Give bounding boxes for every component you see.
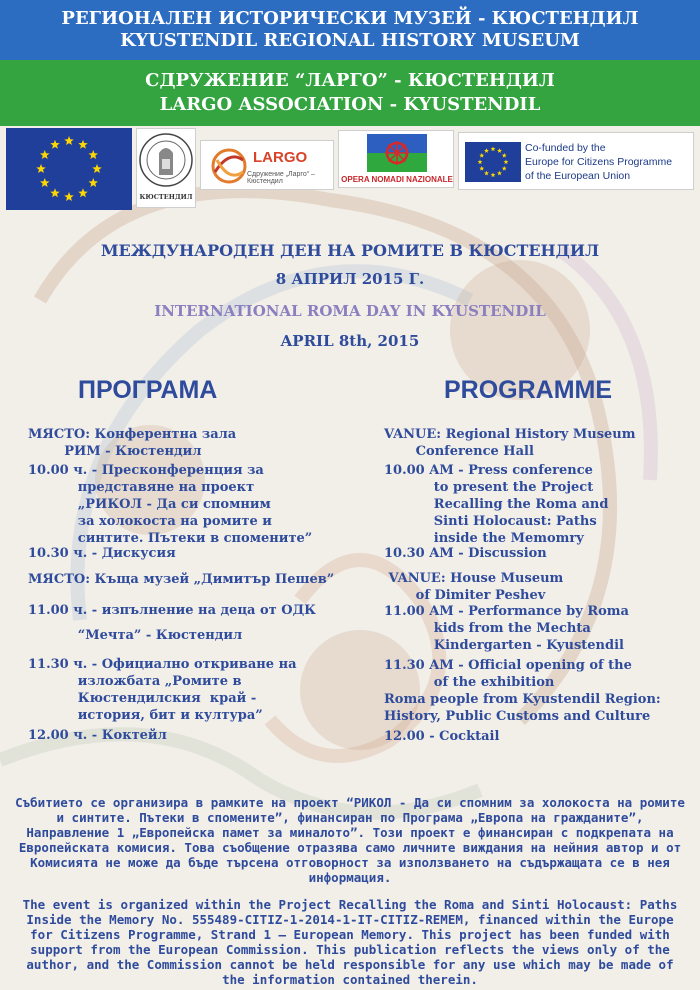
cofunded-eu-logo — [458, 132, 694, 190]
eu-star-icon — [88, 178, 98, 187]
event-title-bg: МЕЖДУНАРОДЕН ДЕН НА РОМИТЕ В КЮСТЕНДИЛ — [100, 241, 600, 260]
event-titles — [0, 236, 700, 356]
eu-star-icon — [64, 192, 74, 201]
programme-heading-en: PROGRAMME — [444, 376, 613, 404]
programme-bg-item-1000: 10.00 ч. - Пресконференция за представяне на проект „РИКОЛ - Да си спомним за холокоста на ромите и синтите. Пътеки в спомените” — [28, 463, 313, 546]
eu-star-icon — [64, 136, 74, 145]
eu-star-icon — [78, 140, 88, 149]
programme-en-venue-1: VANUE: Regional History Museum Conference Hall — [384, 427, 636, 459]
eu-star-icon — [50, 188, 60, 197]
largo-logo-subtitle: Сдружение „Ларго“ – Кюстендил — [247, 171, 315, 185]
programme-en-item-1030: 10.30 AM - Discussion — [384, 546, 547, 561]
museum-name-bg: РЕГИОНАЛЕН ИСТОРИЧЕСКИ МУЗЕЙ - КЮСТЕНДИЛ — [61, 8, 639, 29]
opera-nomadi-label: OPERA NOMADI NAZIONALE — [341, 175, 453, 184]
opera-nomadi-logo — [338, 130, 454, 188]
largo-swirl-icon — [205, 142, 251, 190]
association-name-bg: СДРУЖЕНИЕ “ЛАРГО” - КЮСТЕНДИЛ — [145, 70, 555, 91]
programme-bg-venue-2: МЯСТО: Къща музей „Димитър Пешев” — [28, 572, 335, 587]
roma-flag-icon — [367, 134, 427, 172]
event-date-en: APRIL 8th, 2015 — [280, 332, 420, 350]
eu-star-icon — [40, 150, 50, 159]
eu-star-icon — [88, 150, 98, 159]
funding-notice-bg: Събитието се организира в рамките на проект “РИКОЛ - Да си спомним за холокоста на ромите и синтите. Пътеки в спомените”, финансиран по Програма „Европа на гражданите”, Направление 1 „Европейска памет за миналото”. Този проект е финансиран с подкрепата на Европейската комисия. Това съобщение отразява само личните виждания на нейния автор и от Комисията не може да бъде търсена отговорност за използването на съдържащата се в нея информация. — [15, 795, 685, 885]
museum-emblem-icon — [137, 129, 195, 191]
largo-logo — [200, 140, 334, 190]
programme-en-venue-2: VANUE: House Museum of Dimiter Peshev — [388, 571, 564, 603]
event-title-en: INTERNATIONAL ROMA DAY IN KYUSTENDIL — [154, 302, 546, 320]
eu-star-icon — [50, 140, 60, 149]
programme-en-item-1130: 11.30 AM - Official opening of the of the exhibition Roma people from Kyustendil Region: History, Public Customs and Culture — [384, 658, 661, 724]
programme-bg-item-1200: 12.00 ч. - Коктейл — [28, 728, 167, 743]
cofunded-line-2: Europe for Citizens Programme — [525, 156, 673, 168]
museum-header-band — [0, 0, 700, 60]
association-header-band — [0, 60, 700, 126]
programme-bg-item-1100: 11.00 ч. - изпълнение на деца от ОДК — [28, 603, 316, 618]
programme-heading-bg: ПРОГРАМА — [78, 376, 218, 404]
programme-en-item-1100: 11.00 AM - Performance by Roma kids from the Mechta Kindergarten - Kyustendil — [384, 604, 629, 653]
programme-bg-item-1100-cont: “Мечта” - Кюстендил — [28, 628, 243, 643]
largo-logo-label: LARGO — [253, 149, 308, 166]
partner-logos — [0, 126, 700, 212]
programme-bg-item-1030: 10.30 ч. - Дискусия — [28, 546, 176, 561]
event-date-bg: 8 АПРИЛ 2015 Г. — [275, 270, 425, 288]
eu-flag-icon — [6, 128, 132, 210]
eu-flag-logo — [6, 128, 132, 210]
association-name-en: LARGO ASSOCIATION - KYUSTENDIL — [159, 94, 541, 115]
eu-star-icon — [92, 164, 102, 173]
programme-en-item-1200: 12.00 - Cocktail — [384, 729, 500, 744]
eu-star-icon — [40, 178, 50, 187]
programme-bg-venue-1: МЯСТО: Конферентна зала РИМ - Кюстендил — [28, 427, 237, 459]
programme-en-item-1000: 10.00 AM - Press conference to present the Project Recalling the Roma and Sinti Holocaust: Paths inside the Memomry — [384, 463, 609, 546]
programme-bg-item-1130: 11.30 ч. - Официално откриване на изложбата „Ромите в Кюстендилския край - история, бит и култура” — [28, 657, 297, 723]
museum-logo — [136, 128, 196, 208]
funding-notice-en: The event is organized within the Project Recalling the Roma and Sinti Holocaust: Paths Inside the Memory No. 555489-CITIZ-1-2014-1-IT-CITIZ-REMEM, financed within the Europe for Citizens Programme, Strand 1 – European Memory. This project has been funded with support from the European Commission. This publication reflects the views only of the author, and the Commission cannot be held responsible for any use which may be made of the information contained therein. — [22, 897, 678, 987]
museum-logo-label: КЮСТЕНДИЛ — [139, 193, 193, 201]
cofunded-line-3: of the European Union — [525, 170, 631, 182]
eu-star-icon — [78, 188, 88, 197]
museum-name-en: KYUSTENDIL REGIONAL HISTORY MUSEUM — [120, 30, 580, 51]
cofunded-text — [525, 141, 693, 183]
eu-star-icon — [36, 164, 46, 173]
cofunded-line-1: Co-funded by the — [525, 142, 606, 154]
eu-flag-small-icon — [465, 142, 521, 182]
